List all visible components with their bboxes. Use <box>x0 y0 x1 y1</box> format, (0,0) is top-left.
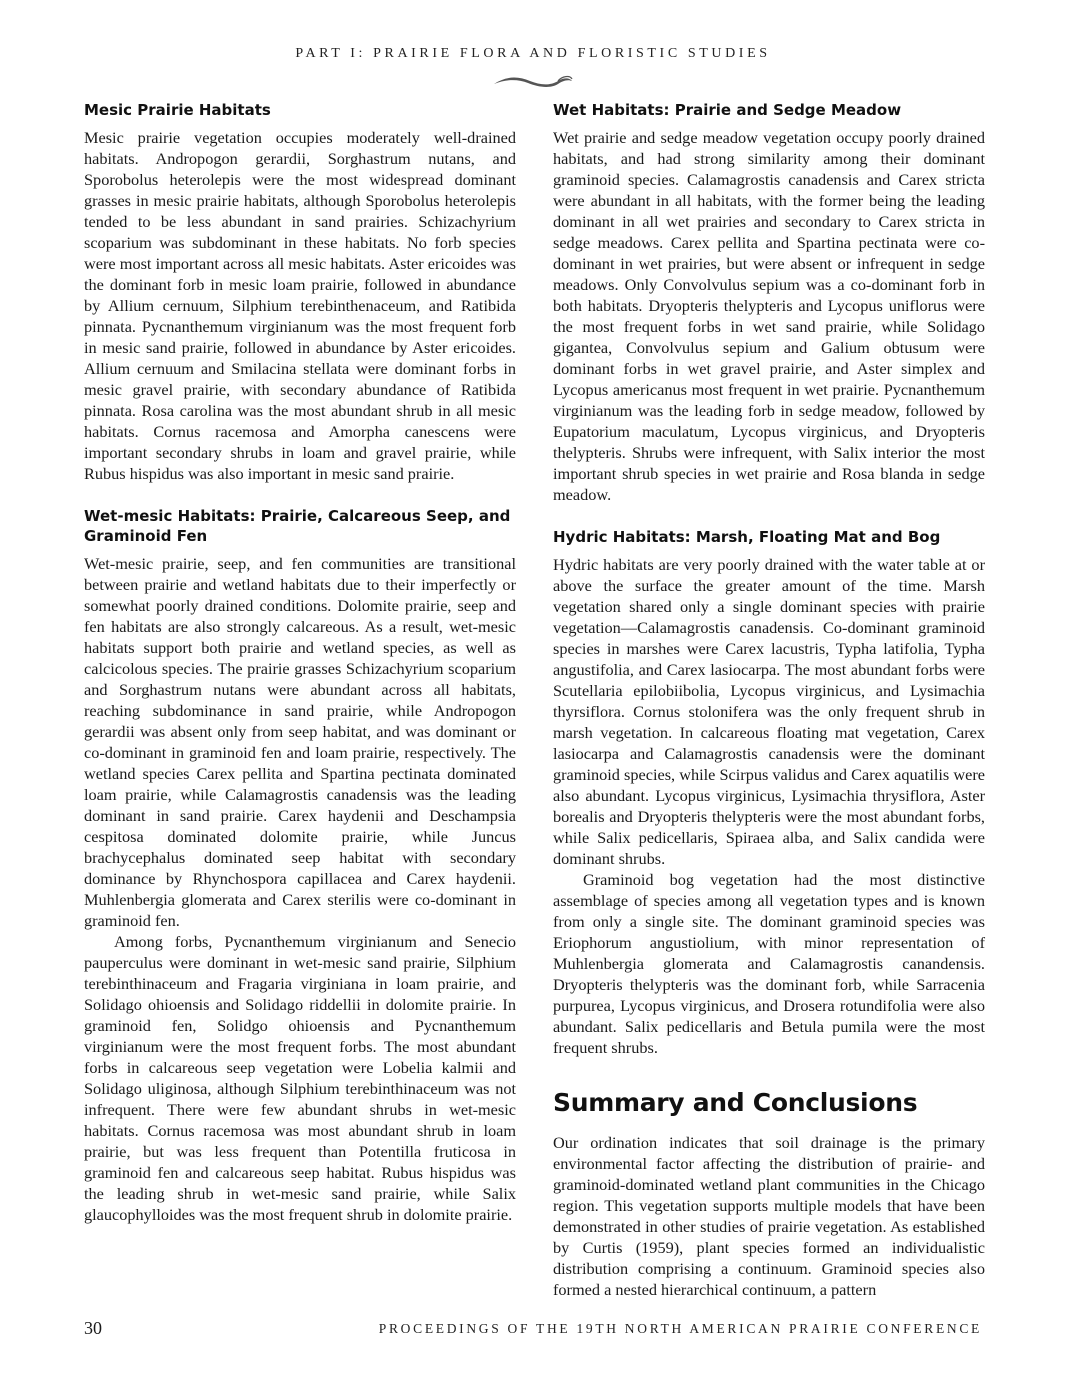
section-heading-mesic: Mesic Prairie Habitats <box>84 101 271 119</box>
footer-proceedings-title: PROCEEDINGS OF THE 19TH NORTH AMERICAN PRAIRIE CONFERENCE <box>378 1321 982 1336</box>
right-column <box>553 100 985 1300</box>
section-heading-wet: Wet Habitats: Prairie and Sedge Meadow <box>553 101 902 119</box>
paragraph-summary: Our ordination indicates that soil drainage is the primary environmental factor affecting the distribution of prairie- and graminoid-dominated wetland plant communities in the Chicago region. This vegetation supports multiple models that have been demonstrated in other studies of prairie vegetation. As established by Curtis (1959), plant species formed an individualistic distribution comprising a continuum. Graminoid species also formed a nested hierarchical continuum, a pattern <box>553 1133 985 1299</box>
left-column <box>84 100 516 1225</box>
paragraph-hydric-2: Graminoid bog vegetation had the most distinctive assemblage of species among all vegetation types and is known from only a single site. The dominant graminoid species was Eriophorum angustiolium, with minor representation of Muhlenbergia glomerata and Calamagrostis canandensis. Dryopteris thelypteris was the dominant forb, while Sarracenia purpurea, Lycopus virginicus, and Drosera rotundifolia were also abundant. Salix pedicellaris and Betula pumila were the most frequent shrubs. <box>553 870 985 1057</box>
running-header: PART I: PRAIRIE FLORA AND FLORISTIC STUDIES <box>295 46 771 61</box>
section-heading-summary: Summary and Conclusions <box>553 1088 918 1117</box>
paragraph-wet-mesic-1: Wet-mesic prairie, seep, and fen communities are transitional between prairie and wetland habitats due to their imperfectly or somewhat poorly drained conditions. Dolomite prairie, seep and fen habitats are also strongly calcareous. As a result, wet-mesic habitats support both prairie and wetland species, as well as calcicolous species. The prairie grasses Schizachyrium scoparium and Sorghastrum nutans were abundant across all habitats, reaching subdominance in sand prairie, while Andropogon gerardii was absent only from seep habitat, and was dominant or co-dominant in graminoid fen and loam prairie, respectively. The wetland species Carex pellita and Spartina pectinata dominated loam prairie, while Calamagrostis canadensis was the leading dominant in sand prairie. Carex haydenii and Deschampsia cespitosa dominated dolomite prairie, while Juncus brachycephalus dominated seep habitat with secondary dominance by Rhynchospora capillacea and Carex haydenii. Muhlenbergia glomerata and Carex sterilis were co-dominant in graminoid fen. <box>84 554 516 930</box>
paragraph-hydric-1: Hydric habitats are very poorly drained with the water table at or above the surface the greater amount of the time. Marsh vegetation shared only a single dominant species with prairie vegetation—Calamagrostis canadensis. Co-dominant graminoid species in marshes were Carex lacustris, Typha latifolia, Typha angustifolia, and Carex lasiocarpa. The most abundant forbs were Scutellaria epilobiibolia, Lycopus virginicus, and Lysimachia thyrsiflora. Cornus stolonifera was the only frequent shrub in marsh vegetation. In calcareous floating mat vegetation, Carex lasiocarpa and Calamagrostis canadensis were the dominant graminoid species, while Scirpus validus and Carex aquatilis were also abundant. Lycopus virginicus, Lysimachia thrysiflora, Aster borealis and Dryopteris thelypteris were the most abundant forbs, while Salix pedicellaris, Spiraea alba, and Salix candida were dominant shrubs. <box>553 555 985 868</box>
paragraph-wet-mesic-2: Among forbs, Pycnanthemum virginianum and Senecio pauperculus were dominant in wet-mesic sand prairie, Silphium terebinthinaceum and Fragaria virginiana in loam prairie, and Solidago ohioensis and Solidago riddellii in dolomite prairie. In graminoid fen, Solidgo ohioensis and Pycnanthemum virginianum were the most frequent forbs. The most abundant forbs in calcareous seep vegetation were Lobelia kalmii and Solidago uliginosa, although Silphium terebinthinaceum was not infrequent. There were few abundant shrubs in wet-mesic habitats. Cornus racemosa was most abundant shrub in loam prairie, but was less frequent than Potentilla fruticosa in graminoid fen and calcareous seep habitat. Rubus hispidus was the leading shrub in wet-mesic sand prairie, while Salix glaucophylloides was the most frequent shrub in dolomite prairie. <box>84 932 516 1224</box>
section-heading-wet-mesic: Wet-mesic Habitats: Prairie, Calcareous Seep, and Graminoid Fen <box>84 507 511 545</box>
paragraph-wet: Wet prairie and sedge meadow vegetation occupy poorly drained habitats, and had strong similarity among their dominant graminoid species. Calamagrostis canadensis and Carex stricta were abundant in all habitats, with the former being the leading dominant in all wet prairies and secondary to Carex stricta in sedge meadows. Carex pellita and Spartina pectinata were co-dominant in wet prairies, but were absent or infrequent in sedge meadows. Only Convolvulus sepium was a co-dominant forb in both habitats. Dryopteris thelypteris and Lycopus uniflorus were the most frequent forbs in wet sand prairie, while Solidago gigantea, Convolvulus sepium and Galium obtusum were dominant forbs in wet gravel prairie, and Aster simplex and Lycopus americanus most frequent in wet prairie. Pycnanthemum virginianum was the leading forb in sedge meadow, followed by Eupatorium maculatum, Lycopus virginicus, and Dryopteris thelypteris. Shrubs were infrequent, with Salix interior the most important shrub species in wet prairie and Rosa blanda in sedge meadow. <box>553 128 985 504</box>
paragraph-mesic: Mesic prairie vegetation occupies moderately well-drained habitats. Andropogon gerardii, Sorghastrum nutans, and Sporobolus heterolepis were the most widespread dominant grasses in mesic prairie habitats, although Sporobolus heterolepis tended to be less abundant in sand prairies. Schizachyrium scoparium was subdominant in these habitats. No forb species were most important across all mesic habitats. Aster ericoides was the dominant forb in mesic loam prairie, followed in abundance by Allium cernuum, Silphium terebinthenaceum, and Ratibida pinnata. Pycnanthemum virginianum was the most frequent forb in mesic sand prairie, followed in abundance by Aster ericoides. Allium cernuum and Smilacina stellata were dominant forbs in mesic gravel prairie, with secondary abundance of Ratibida pinnata. Rosa carolina was the most abundant shrub in all mesic habitats. Cornus racemosa and Amorpha canescens were important secondary shrubs in loam and gravel prairie, while Rubus hispidus was also important in mesic sand prairie. <box>84 128 516 483</box>
page-number: 30 <box>84 1318 102 1338</box>
section-heading-hydric: Hydric Habitats: Marsh, Floating Mat and Bog <box>553 528 941 546</box>
ornament-flourish-icon <box>492 72 574 90</box>
